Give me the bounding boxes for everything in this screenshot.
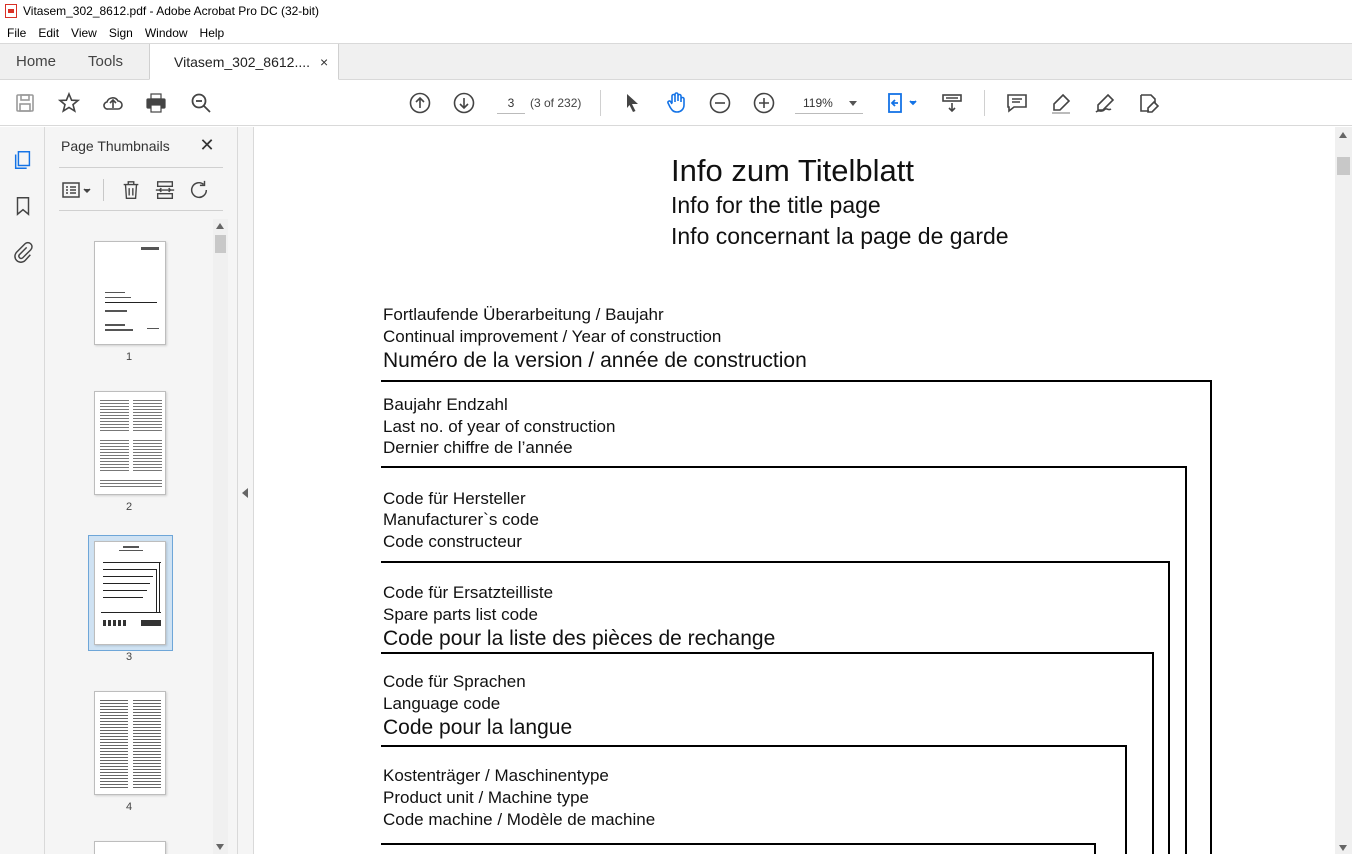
thumb-text-line [123, 546, 139, 548]
thumb-text-line [119, 550, 143, 551]
star-icon[interactable] [56, 90, 82, 116]
close-icon[interactable]: ✕ [199, 135, 215, 155]
bracket-line [381, 652, 1154, 654]
tab-tools[interactable]: Tools [88, 53, 124, 70]
zoom-in-icon[interactable] [751, 90, 777, 116]
upload-icon[interactable] [100, 90, 126, 116]
bracket-line [1168, 561, 1170, 854]
thumb-text-line [103, 569, 157, 570]
section-text-de: Fortlaufende Überarbeitung / Baujahr [383, 305, 664, 324]
highlight-icon[interactable] [1048, 90, 1074, 116]
page-thumbnail[interactable] [94, 841, 166, 854]
cursor-icon[interactable] [619, 90, 645, 116]
thumb-text-line [103, 597, 143, 598]
section-text-en: Product unit / Machine type [383, 788, 590, 807]
page-thumbnails-panel [45, 127, 238, 854]
section-text-en: Language code [383, 694, 501, 713]
collapse-panel-icon[interactable] [242, 488, 248, 498]
section-text-de: Code für Sprachen [383, 672, 526, 691]
thumbnail-list [45, 219, 213, 854]
print-icon[interactable] [143, 90, 169, 116]
doc-title-fr: Info concernant la page de garde [671, 223, 1009, 249]
main-toolbar [0, 80, 1352, 126]
zoom-level-value: 119% [803, 96, 833, 110]
thumb-text-block [100, 478, 162, 488]
section-text-en: Continual improvement / Year of construction [383, 327, 722, 346]
thumb-text-block [133, 438, 162, 472]
thumb-text-line [105, 297, 131, 298]
thumb-text-line [103, 583, 150, 584]
page-thumbnail-selected[interactable] [94, 541, 166, 645]
bracket-line [381, 380, 1212, 382]
thumb-text-line [159, 562, 160, 612]
page-number-input[interactable]: 3 [497, 92, 525, 114]
panel-collapse-strip[interactable] [238, 127, 254, 854]
thumbnail-label: 4 [125, 801, 133, 813]
page-fit-icon[interactable] [884, 90, 920, 116]
trash-icon[interactable] [118, 177, 144, 203]
scroll-mode-icon[interactable] [939, 90, 965, 116]
fill-sign-icon[interactable] [1136, 90, 1162, 116]
attachment-icon[interactable] [10, 239, 36, 265]
scroll-down-icon[interactable] [1339, 845, 1347, 851]
bracket-line [1094, 843, 1096, 854]
section-text-en: Spare parts list code [383, 605, 538, 624]
scrollbar-thumb[interactable] [1337, 157, 1350, 175]
menu-bar [0, 22, 1352, 43]
panel-divider [59, 210, 223, 211]
search-zoom-icon[interactable] [188, 90, 214, 116]
thumb-text-block [133, 398, 162, 432]
scroll-up-icon[interactable] [216, 223, 224, 229]
close-tab-icon[interactable]: × [320, 53, 329, 70]
section-text-de: Code für Ersatzteilliste [383, 583, 554, 602]
thumb-text-line [103, 590, 147, 591]
document-scrollbar[interactable] [1335, 127, 1352, 854]
thumb-text-line [105, 292, 125, 293]
hand-icon[interactable] [663, 90, 689, 116]
section-text-de: Kostenträger / Maschinentype [383, 766, 609, 785]
zoom-level-dropdown[interactable] [795, 92, 863, 114]
section-text-fr: Code machine / Modèle de machine [383, 810, 656, 829]
navigation-rail [0, 127, 45, 854]
arrow-down-circle-icon[interactable] [451, 90, 477, 116]
tab-document-label: Vitasem_302_8612.... [174, 53, 310, 70]
thumbnail-label: 1 [125, 351, 133, 363]
thumbnail-label: 3 [125, 651, 133, 663]
thumb-text-line [141, 247, 159, 250]
window-title: Vitasem_302_8612.pdf - Adobe Acrobat Pro DC (32-bit) [23, 4, 319, 18]
thumb-text-line [105, 324, 125, 326]
bracket-line [381, 745, 1127, 747]
page-count-label: (3 of 232) [530, 96, 582, 110]
section-text-fr: Code pour la liste des pièces de rechange [383, 627, 776, 650]
arrow-up-circle-icon[interactable] [407, 90, 433, 116]
thumb-text-block [100, 698, 128, 788]
section-text-en: Manufacturer`s code [383, 510, 539, 529]
thumb-code-block [141, 620, 161, 626]
thumb-text-line [105, 310, 127, 312]
bracket-line [381, 843, 1096, 845]
thumb-text-line [156, 569, 157, 612]
section-text-de: Baujahr Endzahl [383, 395, 508, 414]
document-view[interactable] [255, 127, 1335, 854]
thumbnail-label: 2 [125, 501, 133, 513]
page-thumbnail[interactable] [94, 691, 166, 795]
menu-file[interactable]: File [7, 25, 27, 40]
comment-icon[interactable] [1004, 90, 1030, 116]
tab-bar [0, 43, 1352, 80]
bracket-line [381, 466, 1187, 468]
extract-pages-icon[interactable] [152, 177, 178, 203]
section-text-fr: Code pour la langue [383, 716, 573, 739]
thumb-text-line [147, 328, 159, 329]
section-text-fr: Dernier chiffre de l’année [383, 438, 573, 457]
tab-home[interactable]: Home [16, 53, 57, 70]
panel-title: Page Thumbnails [61, 138, 170, 154]
thumb-text-line [105, 329, 133, 331]
chevron-down-icon [849, 101, 857, 106]
menu-view[interactable]: View [71, 25, 97, 40]
tab-document[interactable] [149, 44, 339, 80]
section-text-en: Last no. of year of construction [383, 417, 616, 436]
thumb-code-block [103, 620, 127, 626]
bookmark-icon[interactable] [10, 193, 36, 219]
acrobat-pdf-icon [5, 4, 17, 18]
thumbnail-options-icon[interactable] [59, 177, 95, 203]
thumb-text-block [133, 698, 161, 788]
thumb-text-line [105, 302, 157, 303]
sign-icon[interactable] [1092, 90, 1118, 116]
toolbar-divider [984, 90, 985, 116]
bracket-line [1210, 380, 1212, 854]
bracket-line [1125, 745, 1127, 854]
thumb-text-block [100, 398, 129, 432]
menu-sign[interactable]: Sign [108, 25, 133, 40]
scroll-down-icon[interactable] [216, 844, 224, 850]
bracket-line [1152, 652, 1154, 854]
rotate-icon[interactable] [186, 177, 212, 203]
zoom-out-icon[interactable] [707, 90, 733, 116]
page-thumbnail[interactable] [94, 391, 166, 495]
window-titlebar [0, 0, 1352, 22]
thumb-text-line [103, 562, 161, 563]
scrollbar-thumb[interactable] [215, 235, 226, 253]
panel-divider [59, 167, 223, 168]
menu-help[interactable]: Help [199, 25, 225, 40]
panel-toolbar-divider [103, 179, 104, 201]
page-thumbnails-icon[interactable] [10, 147, 36, 173]
section-text-de: Code für Hersteller [383, 489, 526, 508]
doc-title-de: Info zum Titelblatt [671, 153, 914, 188]
section-text-fr: Numéro de la version / année de construction [383, 349, 807, 372]
menu-edit[interactable]: Edit [38, 25, 60, 40]
thumb-text-block [100, 438, 129, 472]
section-text-fr: Code constructeur [383, 532, 522, 551]
save-icon[interactable] [12, 90, 38, 116]
doc-title-en: Info for the title page [671, 192, 881, 218]
menu-window[interactable]: Window [144, 25, 188, 40]
thumbnail-scrollbar[interactable] [213, 219, 228, 854]
thumb-text-line [103, 576, 153, 577]
thumb-text-line [101, 612, 161, 613]
page-thumbnail[interactable] [94, 241, 166, 345]
bracket-line [1185, 466, 1187, 854]
toolbar-divider [600, 90, 601, 116]
bracket-line [381, 561, 1170, 563]
scroll-up-icon[interactable] [1339, 132, 1347, 138]
